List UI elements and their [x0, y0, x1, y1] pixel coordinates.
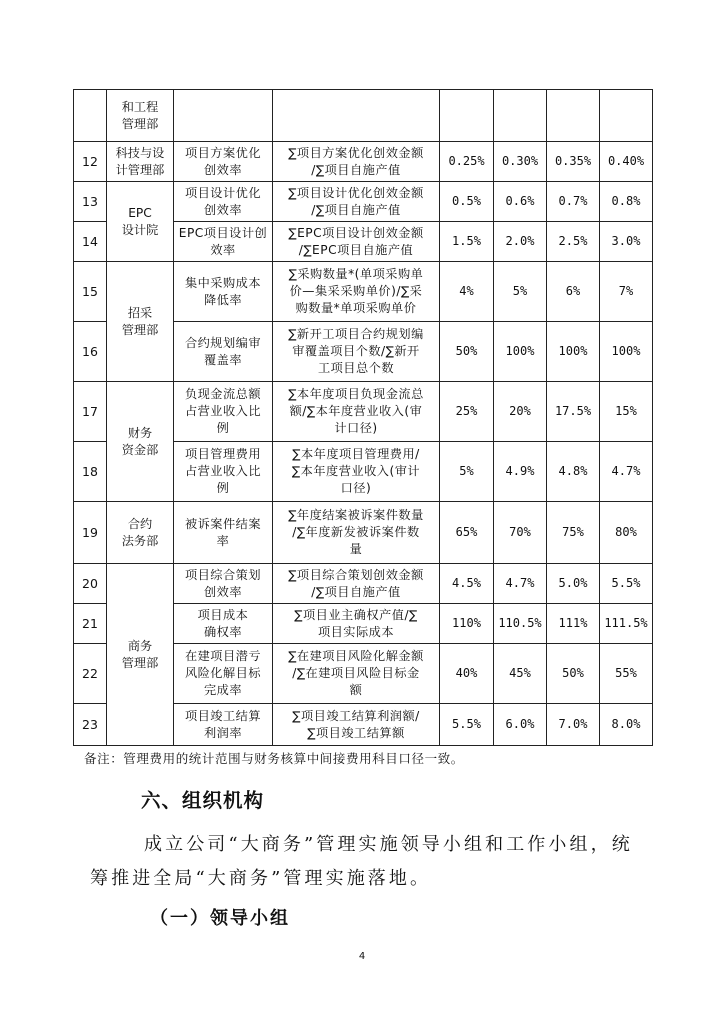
page-number: 4: [358, 951, 366, 962]
indicator-name: 项目管理费用 占营业收入比 例: [174, 442, 273, 502]
target-value-1: 40%: [440, 644, 494, 704]
target-value-1: 0.25%: [440, 142, 494, 182]
target-value-1: 0.5%: [440, 182, 494, 222]
paragraph-text: 成立公司“大商务”管理实施领导小组和工作小组，统筹推进全局“大商务”管理实施落地。: [90, 834, 633, 889]
formula-cell: ∑采购数量*(单项采购单 价—集采采购单价)/∑采 购数量*单项采购单价: [273, 262, 440, 322]
target-value-1: 1.5%: [440, 222, 494, 262]
target-value-4: 100%: [600, 322, 653, 382]
target-value-3: 0.7%: [547, 182, 600, 222]
target-value-1: 5.5%: [440, 704, 494, 746]
table-row: [74, 262, 653, 322]
kpi-table: [73, 89, 653, 746]
department-cell: 招采 管理部: [107, 262, 174, 382]
target-value-2: 0.30%: [494, 142, 547, 182]
target-value-1: 4%: [440, 262, 494, 322]
row-number: 15: [74, 262, 107, 322]
table-row: [74, 502, 653, 564]
target-value-4: [600, 90, 653, 142]
target-value-2: 6.0%: [494, 704, 547, 746]
target-value-4: 0.8%: [600, 182, 653, 222]
target-value-4: 4.7%: [600, 442, 653, 502]
formula-cell: ∑在建项目风险化解金额 /∑在建项目风险目标金 额: [273, 644, 440, 704]
table-footnote: 备注：管理费用的统计范围与财务核算中间接费用科目口径一致。: [84, 751, 464, 766]
target-value-4: 80%: [600, 502, 653, 564]
target-value-3: 6%: [547, 262, 600, 322]
target-value-1: 50%: [440, 322, 494, 382]
indicator-name: 在建项目潜亏 风险化解目标 完成率: [174, 644, 273, 704]
row-number: 13: [74, 182, 107, 222]
target-value-4: 0.40%: [600, 142, 653, 182]
row-number: 19: [74, 502, 107, 564]
formula-cell: ∑项目设计优化创效金额 /∑项目自施产值: [273, 182, 440, 222]
table-row: [74, 564, 653, 604]
indicator-name: 合约规划编审 覆盖率: [174, 322, 273, 382]
row-number: 21: [74, 604, 107, 644]
target-value-1: 110%: [440, 604, 494, 644]
target-value-4: 5.5%: [600, 564, 653, 604]
target-value-4: 55%: [600, 644, 653, 704]
table-row: [74, 182, 653, 222]
department-cell: 科技与设 计管理部: [107, 142, 174, 182]
subsection-heading: （一）领导小组: [150, 908, 290, 929]
formula-cell: ∑本年度项目管理费用/ ∑本年度营业收入(审计 口径): [273, 442, 440, 502]
indicator-name: 负现金流总额 占营业收入比 例: [174, 382, 273, 442]
target-value-2: 110.5%: [494, 604, 547, 644]
indicator-name: 项目成本 确权率: [174, 604, 273, 644]
target-value-3: 5.0%: [547, 564, 600, 604]
table-row: [74, 382, 653, 442]
formula-cell: ∑年度结案被诉案件数量 /∑年度新发被诉案件数 量: [273, 502, 440, 564]
target-value-4: 7%: [600, 262, 653, 322]
indicator-name: 集中采购成本 降低率: [174, 262, 273, 322]
target-value-2: 5%: [494, 262, 547, 322]
target-value-2: 45%: [494, 644, 547, 704]
formula-cell: ∑项目竣工结算利润额/ ∑项目竣工结算额: [273, 704, 440, 746]
indicator-name: [174, 90, 273, 142]
target-value-1: 65%: [440, 502, 494, 564]
target-value-2: [494, 90, 547, 142]
formula-cell: ∑项目综合策划创效金额 /∑项目自施产值: [273, 564, 440, 604]
formula-cell: ∑本年度项目负现金流总 额/∑本年度营业收入(审 计口径): [273, 382, 440, 442]
indicator-name: 项目综合策划 创效率: [174, 564, 273, 604]
row-number: 22: [74, 644, 107, 704]
target-value-2: 4.9%: [494, 442, 547, 502]
indicator-name: EPC项目设计创 效率: [174, 222, 273, 262]
formula-cell: [273, 90, 440, 142]
section-heading: 六、组织机构: [141, 789, 265, 812]
target-value-2: 0.6%: [494, 182, 547, 222]
row-number: 23: [74, 704, 107, 746]
target-value-3: 4.8%: [547, 442, 600, 502]
indicator-name: 项目竣工结算 利润率: [174, 704, 273, 746]
target-value-2: 100%: [494, 322, 547, 382]
table-row: [74, 142, 653, 182]
target-value-3: 111%: [547, 604, 600, 644]
target-value-2: 70%: [494, 502, 547, 564]
formula-cell: ∑EPC项目设计创效金额 /∑EPC项目自施产值: [273, 222, 440, 262]
kpi-table-body: [74, 90, 653, 746]
row-number: 12: [74, 142, 107, 182]
department-cell: 合约 法务部: [107, 502, 174, 564]
table-row: [74, 90, 653, 142]
row-number: 18: [74, 442, 107, 502]
target-value-1: 4.5%: [440, 564, 494, 604]
target-value-3: [547, 90, 600, 142]
target-value-3: 100%: [547, 322, 600, 382]
target-value-4: 15%: [600, 382, 653, 442]
row-number: 16: [74, 322, 107, 382]
formula-cell: ∑新开工项目合约规划编 审覆盖项目个数/∑新开 工项目总个数: [273, 322, 440, 382]
target-value-3: 2.5%: [547, 222, 600, 262]
target-value-4: 8.0%: [600, 704, 653, 746]
target-value-4: 3.0%: [600, 222, 653, 262]
row-number: 14: [74, 222, 107, 262]
department-cell: 财务 资金部: [107, 382, 174, 502]
target-value-4: 111.5%: [600, 604, 653, 644]
body-paragraph: [90, 828, 650, 896]
target-value-1: 5%: [440, 442, 494, 502]
indicator-name: 被诉案件结案 率: [174, 502, 273, 564]
target-value-3: 7.0%: [547, 704, 600, 746]
target-value-2: 4.7%: [494, 564, 547, 604]
target-value-1: 25%: [440, 382, 494, 442]
row-number: 17: [74, 382, 107, 442]
formula-cell: ∑项目方案优化创效金额 /∑项目自施产值: [273, 142, 440, 182]
indicator-name: 项目设计优化 创效率: [174, 182, 273, 222]
department-cell: EPC 设计院: [107, 182, 174, 262]
target-value-3: 50%: [547, 644, 600, 704]
target-value-1: [440, 90, 494, 142]
formula-cell: ∑项目业主确权产值/∑ 项目实际成本: [273, 604, 440, 644]
target-value-2: 20%: [494, 382, 547, 442]
target-value-2: 2.0%: [494, 222, 547, 262]
department-cell: 商务 管理部: [107, 564, 174, 746]
row-number: 20: [74, 564, 107, 604]
department-cell: 和工程 管理部: [107, 90, 174, 142]
target-value-3: 75%: [547, 502, 600, 564]
target-value-3: 0.35%: [547, 142, 600, 182]
target-value-3: 17.5%: [547, 382, 600, 442]
indicator-name: 项目方案优化 创效率: [174, 142, 273, 182]
row-number: [74, 90, 107, 142]
